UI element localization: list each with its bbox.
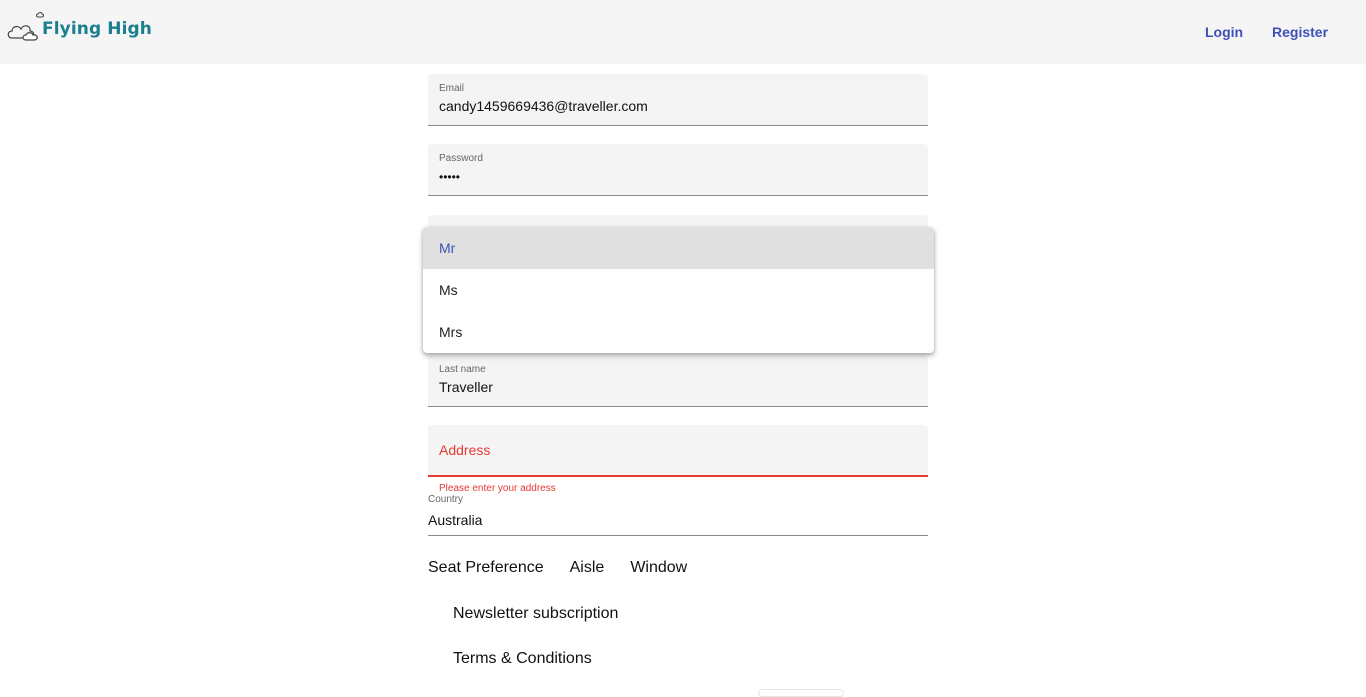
seat-option-window[interactable]: Window (630, 559, 688, 576)
country-underline (428, 535, 928, 536)
title-option-mr[interactable]: Mr (423, 227, 934, 269)
email-value: candy1459669436@traveller.com (439, 98, 648, 114)
cloud-icon (6, 12, 46, 42)
address-label: Address (439, 442, 491, 458)
brand-name: Flying High (42, 19, 152, 39)
terms-checkbox[interactable]: Terms & Conditions (453, 650, 592, 667)
address-field[interactable] (428, 425, 928, 477)
submit-button[interactable] (758, 689, 844, 697)
address-error-message: Please enter your address (439, 483, 556, 494)
country-select[interactable]: Australia (428, 512, 483, 528)
top-bar (0, 0, 1366, 64)
title-option-mrs[interactable]: Mrs (439, 324, 463, 340)
country-label: Country (428, 494, 464, 505)
title-option-ms[interactable]: Ms (439, 282, 458, 298)
email-field[interactable] (428, 74, 928, 126)
brand-logo[interactable] (6, 12, 152, 42)
title-dropdown-menu (423, 227, 934, 353)
register-link[interactable]: Register (1272, 24, 1329, 40)
login-link[interactable]: Login (1205, 24, 1244, 40)
last-name-value: Traveller (439, 379, 493, 395)
last-name-label: Last name (439, 364, 486, 375)
password-label: Password (439, 153, 483, 164)
seat-option-aisle[interactable]: Aisle (569, 559, 605, 576)
last-name-field[interactable] (428, 355, 928, 407)
seat-preference-group (428, 559, 713, 577)
password-value: ••••• (439, 170, 461, 184)
newsletter-checkbox[interactable]: Newsletter subscription (453, 605, 619, 622)
password-field[interactable] (428, 144, 928, 196)
email-label: Email (439, 83, 465, 94)
seat-preference-label: Seat Preference (428, 559, 544, 576)
